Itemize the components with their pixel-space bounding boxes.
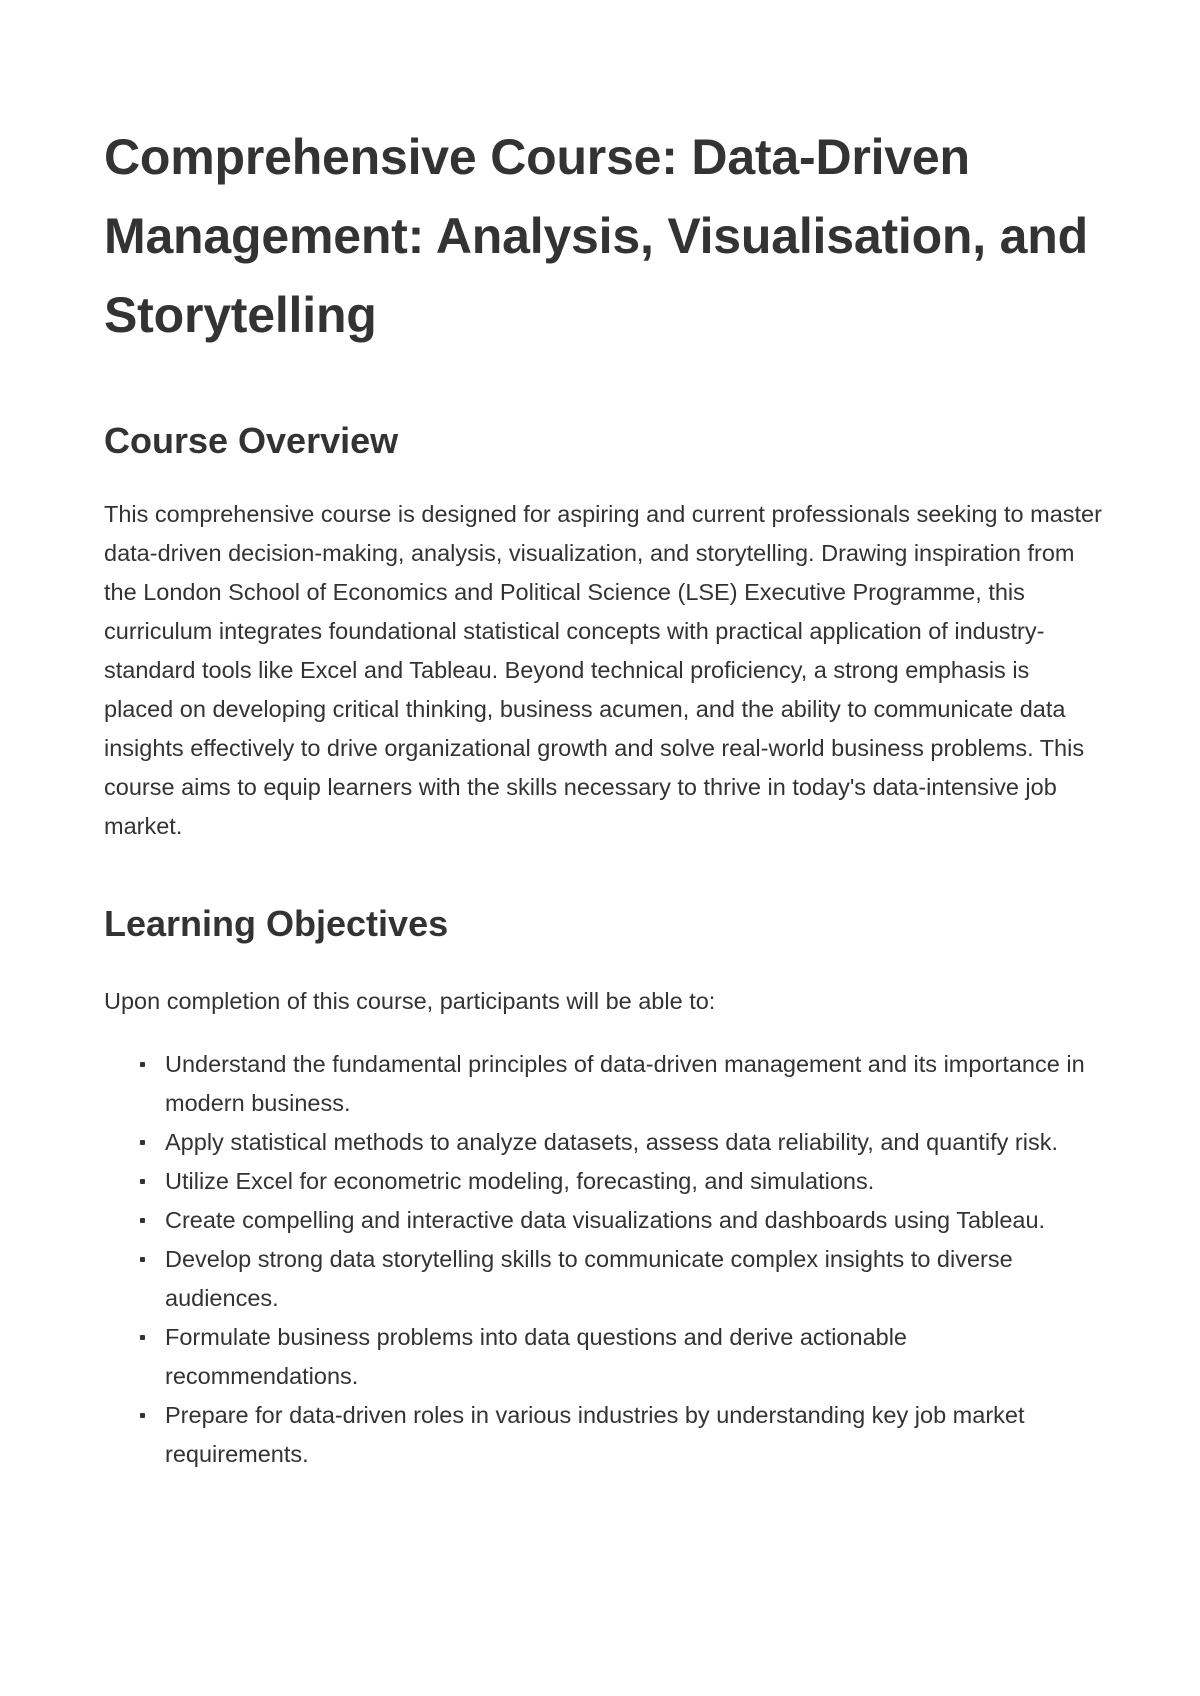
list-item-text: Prepare for data-driven roles in various industries by understanding key job market requirements. [165, 1402, 1025, 1467]
course-overview-paragraph: This comprehensive course is designed for aspiring and current professionals seeking to master data-driven decision-making, analysis, visualization, and storytelling. Drawing inspiration from the London School of Economics and Political Science (LSE) Executive Programme, this curriculum integrates foundational statistical concepts with practical application of industry-standard tools like Excel and Tableau. Beyond technical proficiency, a strong emphasis is placed on developing critical thinking, business acumen, and the ability to communicate data insights effectively to drive organizational growth and solve real-world business problems. This course aims to equip learners with the skills necessary to thrive in today's data-intensive job market. [104, 501, 1102, 839]
list-item-text: Create compelling and interactive data visualizations and dashboards using Tableau. [165, 1207, 1046, 1233]
bullet-icon [140, 1413, 145, 1418]
list-item-text: Utilize Excel for econometric modeling, forecasting, and simulations. [165, 1168, 875, 1194]
list-item [104, 1045, 1104, 1123]
list-item [104, 1201, 1104, 1240]
list-item [104, 1396, 1104, 1474]
bullet-icon [140, 1179, 145, 1184]
list-item [104, 1240, 1104, 1318]
list-item-text: Formulate business problems into data questions and derive actionable recommendations. [165, 1324, 907, 1389]
list-item [104, 1123, 1104, 1162]
list-item [104, 1162, 1104, 1201]
bullet-icon [140, 1062, 145, 1067]
bullet-icon [140, 1335, 145, 1340]
page-title: Comprehensive Course: Data-Driven Management: Analysis, Visualisation, and Storytelling [104, 129, 1088, 343]
course-overview-heading: Course Overview [104, 420, 399, 461]
list-item-text: Apply statistical methods to analyze datasets, assess data reliability, and quantify risk. [165, 1129, 1059, 1155]
learning-objectives-heading: Learning Objectives [104, 903, 449, 944]
bullet-icon [140, 1140, 145, 1145]
list-item-text: Develop strong data storytelling skills to communicate complex insights to diverse audiences. [165, 1246, 1013, 1311]
bullet-icon [140, 1257, 145, 1262]
learning-objectives-list [104, 1045, 1104, 1474]
learning-objectives-intro: Upon completion of this course, participants will be able to: [104, 988, 716, 1014]
list-item-text: Understand the fundamental principles of data-driven management and its importance in modern business. [165, 1051, 1085, 1116]
list-item [104, 1318, 1104, 1396]
bullet-icon [140, 1218, 145, 1223]
